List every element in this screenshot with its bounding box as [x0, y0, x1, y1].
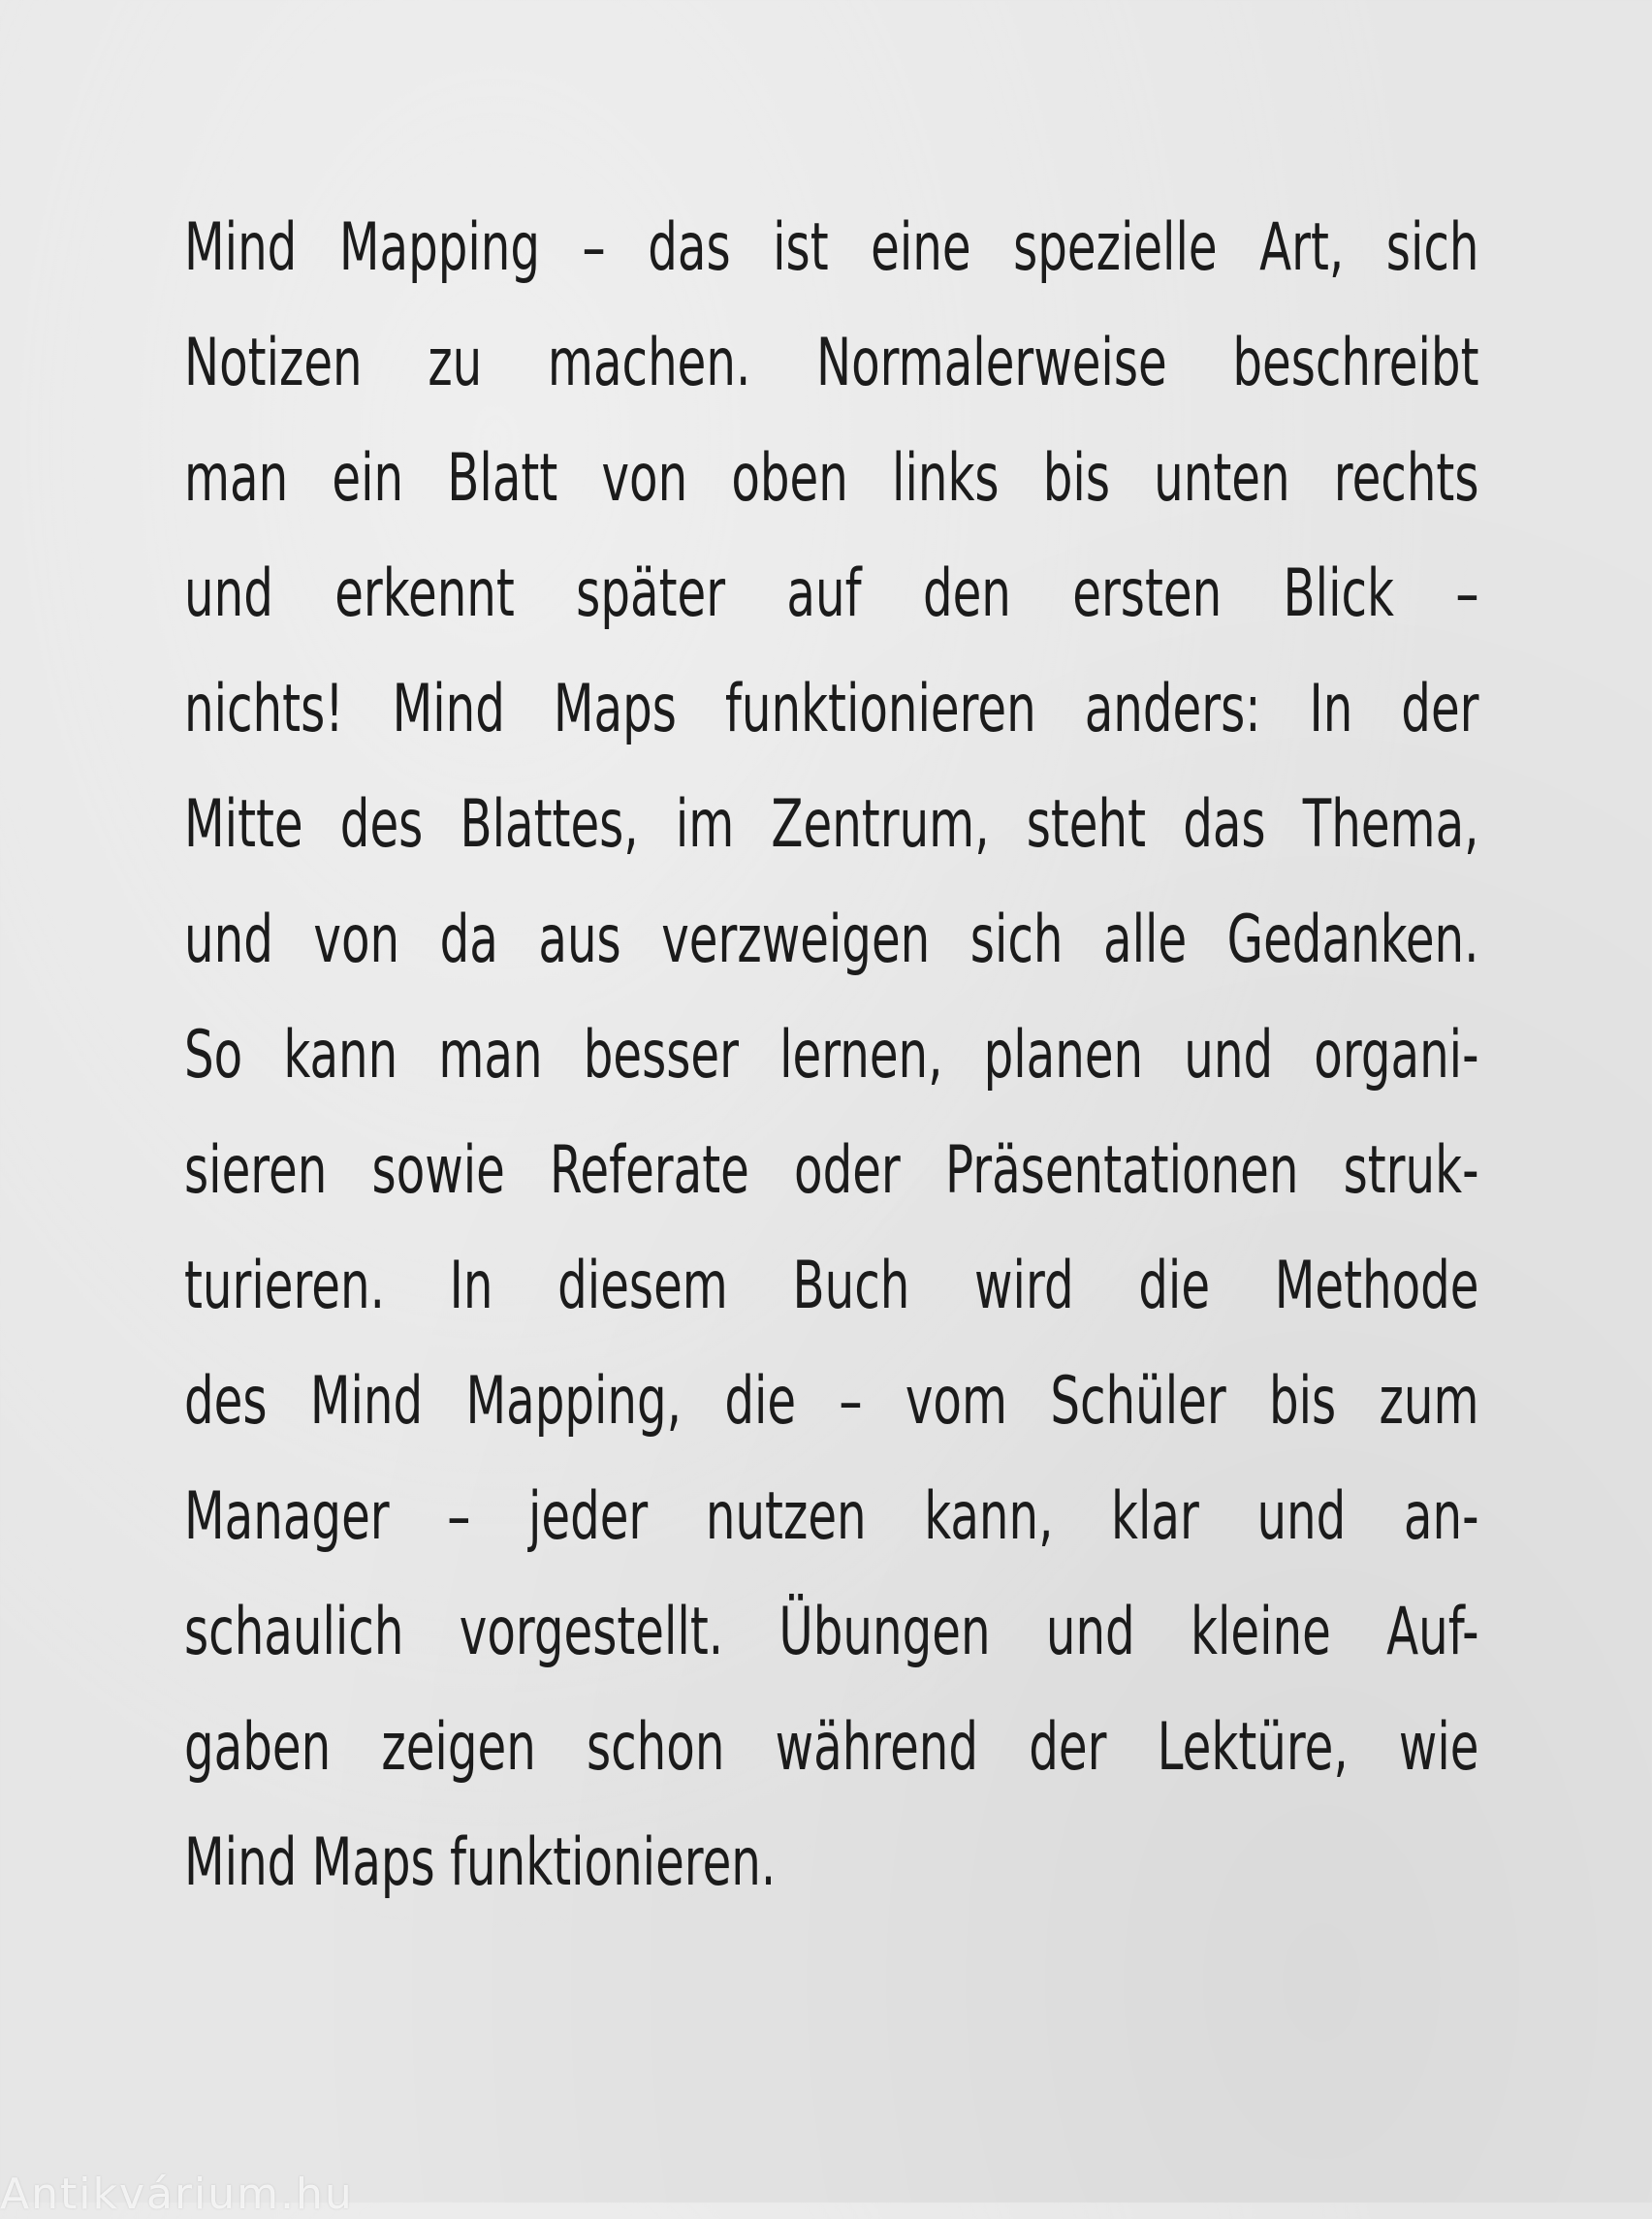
- text-line: und erkennt später auf den ersten Blick –: [184, 555, 1479, 632]
- watermark: Antikvárium.hu: [0, 2170, 354, 2219]
- text-line: sieren sowie Referate oder Präsentationen struk-: [184, 1132, 1479, 1209]
- text-line: Notizen zu machen. Normalerweise beschreibt: [184, 325, 1479, 401]
- text-line: So kann man besser lernen, planen und organi-: [184, 1017, 1479, 1094]
- text-line: nichts! Mind Maps funktionieren anders: In der: [184, 671, 1479, 747]
- text-line: Mind Maps funktionieren.: [184, 1824, 777, 1901]
- text-line: des Mind Mapping, die – vom Schüler bis zum: [184, 1363, 1479, 1440]
- text-line: schaulich vorgestellt. Übungen und kleine Auf-: [184, 1594, 1479, 1670]
- blurb-text-block: [184, 190, 1479, 1920]
- text-line: Mind Mapping – das ist eine spezielle Art, sich: [184, 209, 1479, 286]
- text-line: und von da aus verzweigen sich alle Gedanken.: [184, 902, 1479, 978]
- text-line: Mitte des Blattes, im Zentrum, steht das Thema,: [184, 786, 1479, 863]
- text-line: man ein Blatt von oben links bis unten rechts: [184, 440, 1479, 517]
- text-line: Manager – jeder nutzen kann, klar und an-: [184, 1478, 1479, 1555]
- text-line: gaben zeigen schon während der Lektüre, wie: [184, 1709, 1479, 1786]
- text-line: turieren. In diesem Buch wird die Methode: [184, 1248, 1479, 1324]
